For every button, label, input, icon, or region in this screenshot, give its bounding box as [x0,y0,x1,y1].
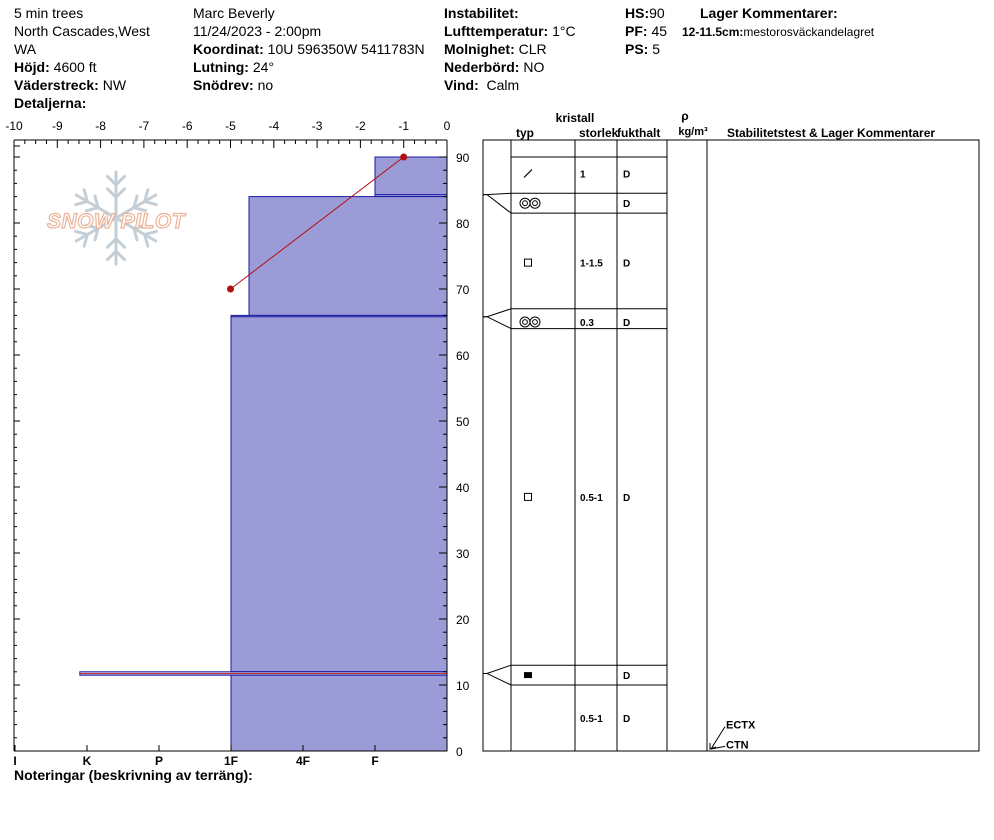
depth-tick-label: 30 [456,547,470,561]
datetime: 11/24/2023 - 2:00pm [193,23,322,39]
temp-tick-label: -6 [181,119,193,133]
details-label: Detaljerna: [14,95,87,111]
grain-circle-outer [520,317,530,327]
temp-tick-label: -10 [5,119,23,133]
faceted-grain-icon [525,493,532,500]
coord-value: 10U 596350W 5411783N [267,41,425,57]
depth-tick-label: 60 [456,349,470,363]
depth-tick-label: 90 [456,151,470,165]
hardness-tick-label: K [82,754,92,768]
hs-label: HS: [625,5,650,21]
layer-comments-title-text: Lager Kommentarer: [700,5,838,21]
ice-grain-icon [524,672,532,678]
grain-circle-inner [533,201,538,206]
hardness-tick-label: P [154,754,164,768]
observer: Marc Beverly [193,5,275,21]
rho-header: ρ [681,109,689,123]
temp-point [400,154,407,161]
stability-test-label: CTN [726,739,749,752]
melt-freeze-grain-icon [520,198,540,208]
elevation-value: 4600 ft [53,59,97,75]
temp-tick-label: -1 [398,119,410,133]
depth-connector [483,317,511,329]
snowpilot-logo [47,172,187,264]
stability-test-pointer [711,727,725,749]
hardness-tick-label: 1F [223,754,239,768]
depth-connector [483,195,511,213]
layer-moisture: D [623,714,631,725]
slope-label: Lutning: [193,59,249,75]
layer-moisture: D [623,318,631,329]
layer-moisture: D [623,199,631,211]
grain-circle-inner [533,320,538,325]
hardness-layer [249,197,447,316]
wind-load-label: Snödrev: [193,77,254,93]
depth-connector [483,309,511,317]
layer-moisture: D [623,169,631,181]
depth-tick-label: 40 [456,481,470,495]
crystal-header: kristall [555,111,595,125]
hardness-layer [231,675,447,751]
elevation-label: Höjd: [14,59,50,75]
stability-header: Stabilitetstest & Lager Kommentarer [727,126,936,140]
layer-moisture: D [623,258,631,270]
grain-circle-outer [520,198,530,208]
air-temp-label: Lufttemperatur: [444,23,549,39]
layer-size: 1-1.5 [580,258,603,270]
location-line1: 5 min trees [14,5,84,21]
location-line3: WA [14,41,37,57]
layer-size: 0.3 [580,318,594,329]
temp-tick-label: -8 [95,119,106,133]
layer-comment-text: mestorosväckandelagret [743,25,875,39]
snowflake-branch [145,201,157,204]
ps-label: PS: [625,41,649,57]
depth-tick-label: 0 [456,745,463,759]
faceted-grain-icon [525,259,532,266]
grain-circle-outer [530,317,540,327]
depth-tick-label: 50 [456,415,470,429]
air-temp-value: 1°C [552,23,576,39]
depth-tick-label: 10 [456,679,470,693]
layer-size: 0.5-1 [580,714,603,725]
hardness-layer [231,315,447,671]
hardness-tick-label: F [371,754,379,768]
layer-table [483,109,979,751]
precip-label: Nederbörd: [444,59,520,75]
wind-label: Vind: [444,77,479,93]
stability-test-label: ECTX [726,719,756,732]
location-line2: North Cascades,West [14,23,150,39]
layer-moisture: D [623,671,631,683]
slope-value: 24° [252,59,275,75]
type-header: typ [516,126,534,140]
precip-value: NO [523,59,545,75]
moisture-header: fukthalt [617,126,661,140]
depth-tick-label: 70 [456,283,470,297]
sky-value: CLR [518,41,547,57]
layer-size: 1 [580,169,586,181]
melt-freeze-grain-icon [520,317,540,327]
depth-connector [483,673,511,685]
pf-value: 45 [651,23,668,39]
temp-point [227,286,234,293]
sky-label: Molnighet: [444,41,515,57]
depth-tick-label: 20 [456,613,470,627]
layer-size: 0.5-1 [580,492,603,504]
temp-tick-label: -3 [311,119,323,133]
grain-circle-inner [523,320,528,325]
decomposing-grain-icon [524,170,532,178]
aspect-label: Väderstreck: [14,77,99,93]
density-unit-header: kg/m³ [678,126,708,138]
snowflake-branch [76,201,88,204]
hardness-tick-label: I [13,754,17,768]
hs-value: 90 [649,5,665,21]
wind-load-value: no [257,77,274,93]
coord-label: Koordinat: [193,41,264,57]
temp-tick-label: -7 [138,119,150,133]
depth-tick-label: 80 [456,217,470,231]
grain-circle-inner [523,201,528,206]
depth-connector [483,665,511,673]
layer-moisture: D [623,492,631,504]
size-header: storlek [579,126,619,140]
ps-value: 5 [652,41,661,57]
notes-label [14,766,253,784]
layer-comment-depth: 12-11.5cm: [682,25,744,39]
pf-label: PF: [625,23,648,39]
aspect-value: NW [102,77,127,93]
temp-tick-label: -9 [51,119,63,133]
grain-circle-outer [530,198,540,208]
wind-value: Calm [486,77,520,93]
hardness-tick-label: 4F [295,754,311,768]
temp-tick-label: 0 [443,119,451,133]
table-frame [483,140,979,751]
temp-tick-label: -2 [355,119,366,133]
temp-tick-label: -5 [225,119,236,133]
temp-tick-label: -4 [268,119,280,133]
hardness-layer [375,157,447,197]
logo-text: SNOW PILOT [47,210,185,233]
instability-label: Instabilitet: [444,5,519,21]
notes-label-text: Noteringar (beskrivning av terräng): [14,767,253,783]
